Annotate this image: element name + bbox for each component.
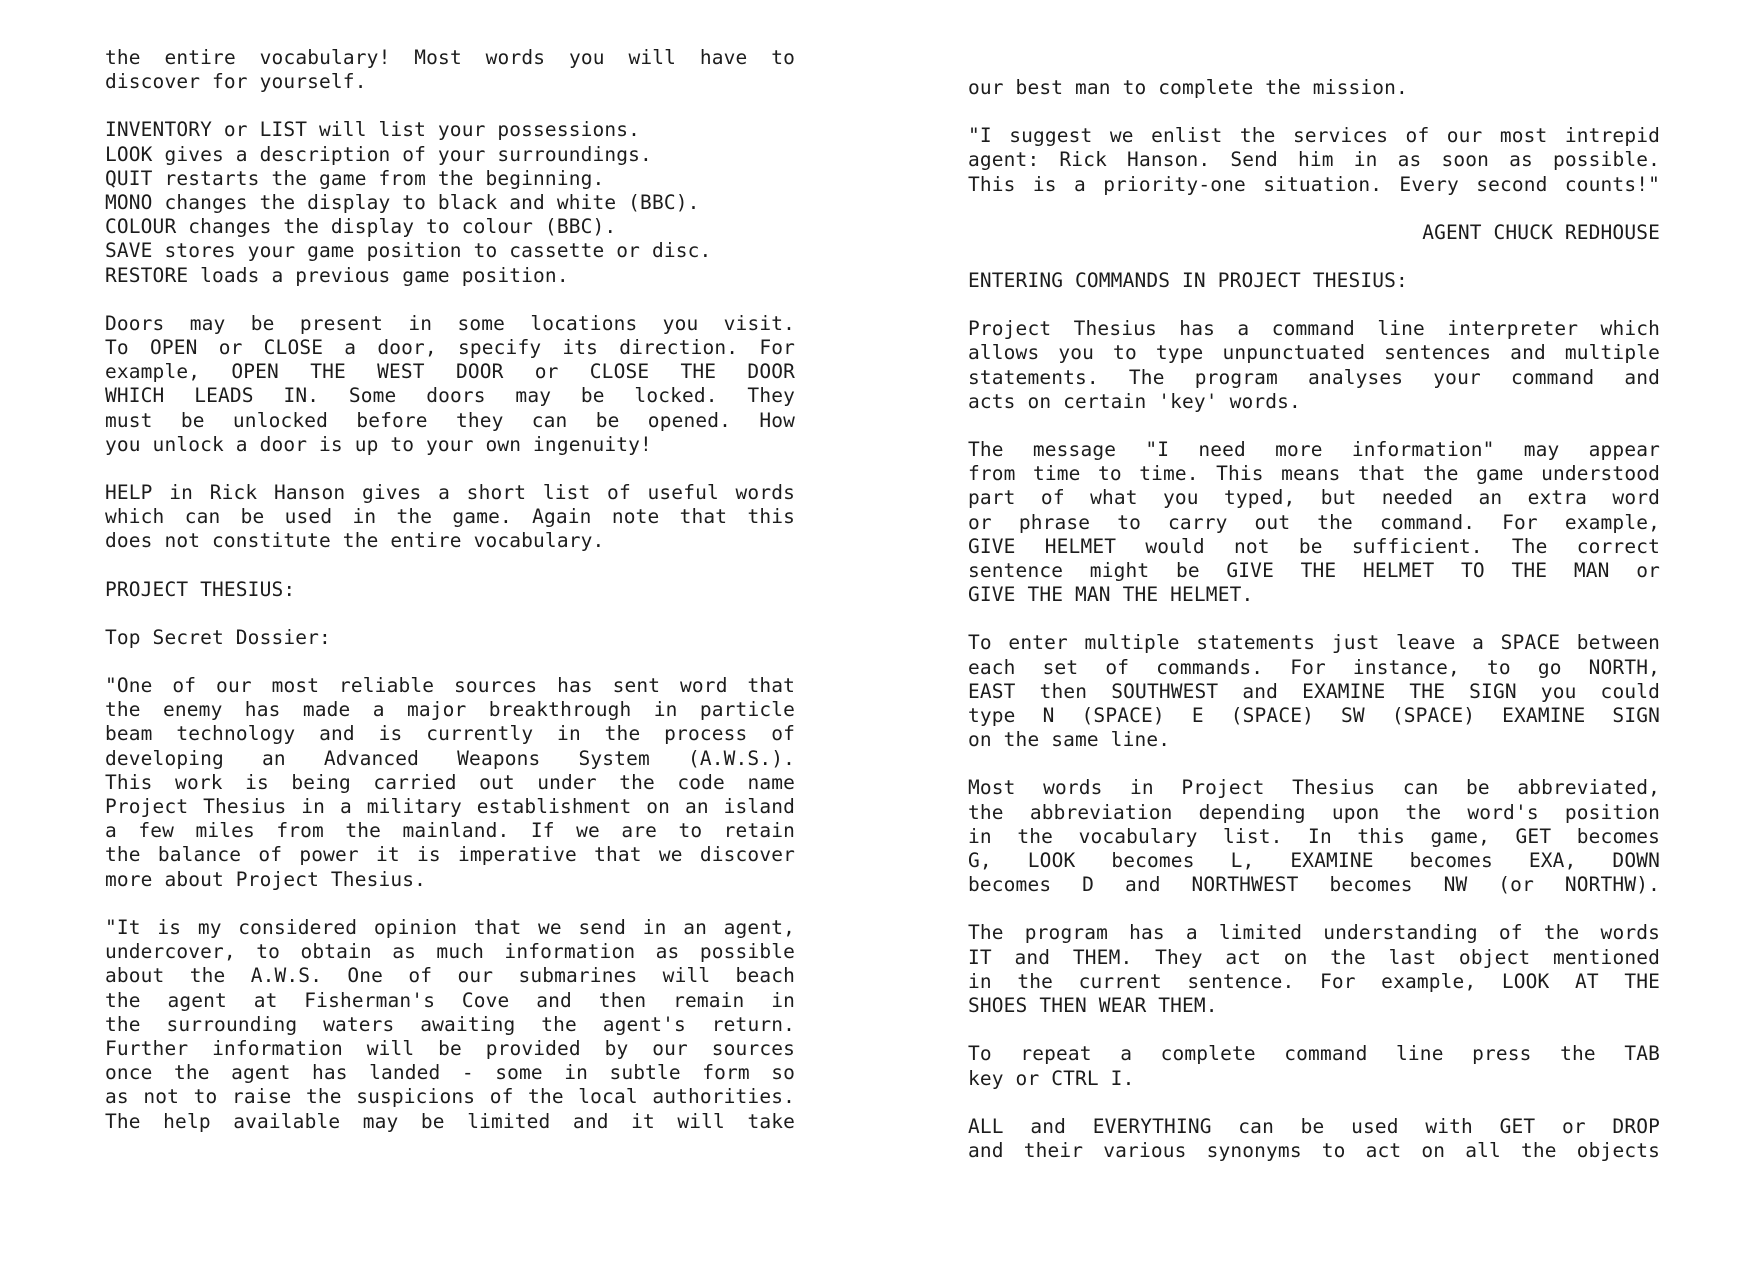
text-line: and their various synonyms to act on all the objects — [968, 1138, 1660, 1162]
text-line: EAST then SOUTHWEST and EXAMINE THE SIGN you could — [968, 679, 1660, 703]
dossier-paragraph-1 — [105, 674, 795, 892]
text-line: the agent at Fisherman's Cove and then remain in — [105, 988, 795, 1012]
abbreviation-paragraph — [968, 776, 1660, 897]
text-line: the abbreviation depending upon the word's position — [968, 800, 1660, 824]
text-line: IT and THEM. They act on the last object mentioned — [968, 945, 1660, 969]
text-line: Doors may be present in some locations you visit. — [105, 311, 795, 335]
right-page — [968, 0, 1660, 1276]
text-line: the enemy has made a major breakthrough in particle — [105, 698, 795, 722]
text-line: the entire vocabulary! Most words you will have to — [105, 46, 795, 69]
commands-heading — [968, 269, 1660, 293]
text-line: in the vocabulary list. In this game, GET becomes — [968, 824, 1660, 848]
signature — [968, 221, 1660, 245]
text-line: or phrase to carry out the command. For example, — [968, 510, 1660, 534]
text-line: To repeat a complete command line press the TAB — [968, 1042, 1660, 1066]
text-line: the balance of power it is imperative that we discover — [105, 843, 795, 867]
command-list-paragraph — [105, 118, 795, 287]
text-line: beam technology and is currently in the process of — [105, 722, 795, 746]
text-line: statements. The program analyses your command and — [968, 365, 1660, 389]
left-page — [105, 0, 795, 1246]
text-line: as not to raise the suspicions of the local authorities. — [105, 1085, 795, 1109]
text-line: Further information will be provided by our sources — [105, 1036, 795, 1060]
text-line: our best man to complete the mission. — [968, 76, 1408, 99]
text-line: HELP in Rick Hanson gives a short list of useful words — [105, 481, 795, 505]
doors-paragraph — [105, 312, 795, 457]
text-line: WHICH LEADS IN. Some doors may be locked. They — [105, 384, 795, 408]
text-line: To enter multiple statements just leave a SPACE between — [968, 631, 1660, 655]
text-line: which can be used in the game. Again note that this — [105, 505, 795, 529]
text-line: each set of commands. For instance, to go NORTH, — [968, 655, 1660, 679]
text-line: becomes D and NORTHWEST becomes NW (or NORTHW). — [968, 873, 1660, 897]
text-line: ALL and EVERYTHING can be used with GET or DROP — [968, 1114, 1660, 1138]
text-line: Top Secret Dossier: — [105, 625, 331, 649]
text-line: SAVE stores your game position to cassette or disc. — [105, 239, 712, 263]
text-line: developing an Advanced Weapons System (A.W.S.). — [105, 746, 795, 770]
text-line: more about Project Thesius. — [105, 867, 427, 891]
text-line: the surrounding waters awaiting the agent's return. — [105, 1012, 795, 1036]
pronouns-paragraph — [968, 921, 1660, 1018]
page-fold — [860, 0, 862, 1200]
text-line: you unlock a door is up to your own ingenuity! — [105, 432, 652, 456]
text-line: in the current sentence. For example, LOOK AT THE — [968, 969, 1660, 993]
text-line: RESTORE loads a previous game position. — [105, 263, 569, 287]
text-line: "It is my considered opinion that we send in an agent, — [105, 915, 795, 939]
text-line: GIVE HELMET would not be sufficient. The correct — [968, 534, 1660, 558]
text-line: about the A.W.S. One of our submarines will beach — [105, 964, 795, 988]
text-line: type N (SPACE) E (SPACE) SW (SPACE) EXAMINE SIGN — [968, 704, 1660, 728]
section-heading — [105, 578, 795, 602]
text-line: a few miles from the mainland. If we are to retain — [105, 819, 795, 843]
text-line: This work is being carried out under the code name — [105, 770, 795, 794]
text-line: from time to time. This means that the game understood — [968, 462, 1660, 486]
dossier-heading — [105, 626, 795, 650]
mission-continuation-paragraph — [968, 76, 1660, 100]
interpreter-paragraph — [968, 317, 1660, 414]
dossier-paragraph-3 — [968, 124, 1660, 197]
text-line: MONO changes the display to black and white (BBC). — [105, 191, 700, 215]
text-line: on the same line. — [968, 728, 1171, 752]
text-line: Project Thesius has a command line interpreter which — [968, 317, 1660, 341]
text-line: COLOUR changes the display to colour (BBC). — [105, 215, 617, 239]
text-line: Project Thesius in a military establishment on an island — [105, 795, 795, 819]
multiple-statements-paragraph — [968, 631, 1660, 752]
text-line: does not constitute the entire vocabulary. — [105, 529, 605, 553]
all-everything-paragraph — [968, 1115, 1660, 1163]
text-line: PROJECT THESIUS: — [105, 577, 296, 601]
text-line: The help available may be limited and it will take — [105, 1109, 795, 1133]
text-line: key or CTRL I. — [968, 1066, 1135, 1090]
text-line: INVENTORY or LIST will list your possessions. — [105, 118, 641, 142]
text-line: example, OPEN THE WEST DOOR or CLOSE THE DOOR — [105, 360, 795, 384]
text-line: part of what you typed, but needed an extra word — [968, 486, 1660, 510]
text-line: AGENT CHUCK REDHOUSE — [1422, 220, 1660, 244]
text-line: Most words in Project Thesius can be abbreviated, — [968, 776, 1660, 800]
text-line: once the agent has landed - some in subtle form so — [105, 1061, 795, 1085]
text-line: "One of our most reliable sources has sent word that — [105, 674, 795, 698]
text-line: ENTERING COMMANDS IN PROJECT THESIUS: — [968, 269, 1408, 293]
more-information-paragraph — [968, 438, 1660, 607]
text-line: G, LOOK becomes L, EXAMINE becomes EXA, DOWN — [968, 849, 1660, 873]
text-line: discover for yourself. — [105, 70, 367, 94]
text-line: sentence might be GIVE THE HELMET TO THE MAN or — [968, 559, 1660, 583]
text-line: acts on certain 'key' words. — [968, 389, 1301, 413]
text-line: QUIT restarts the game from the beginning. — [105, 166, 605, 190]
repeat-command-paragraph — [968, 1042, 1660, 1090]
text-line: undercover, to obtain as much information as possible — [105, 940, 795, 964]
text-line: To OPEN or CLOSE a door, specify its direction. For — [105, 336, 795, 360]
text-line: The message "I need more information" may appear — [968, 438, 1660, 462]
text-line: LOOK gives a description of your surroundings. — [105, 142, 652, 166]
text-line: This is a priority-one situation. Every second counts!" — [968, 172, 1660, 196]
text-line: The program has a limited understanding of the words — [968, 921, 1660, 945]
text-line: SHOES THEN WEAR THEM. — [968, 994, 1218, 1018]
text-line: agent: Rick Hanson. Send him in as soon as possible. — [968, 148, 1660, 172]
text-line: must be unlocked before they can be opened. How — [105, 408, 795, 432]
vocabulary-intro-paragraph — [105, 46, 795, 94]
dossier-paragraph-2 — [105, 916, 795, 1134]
text-line: GIVE THE MAN THE HELMET. — [968, 583, 1254, 607]
help-paragraph — [105, 481, 795, 554]
text-line: "I suggest we enlist the services of our most intrepid — [968, 124, 1660, 148]
text-line: allows you to type unpunctuated sentences and multiple — [968, 341, 1660, 365]
